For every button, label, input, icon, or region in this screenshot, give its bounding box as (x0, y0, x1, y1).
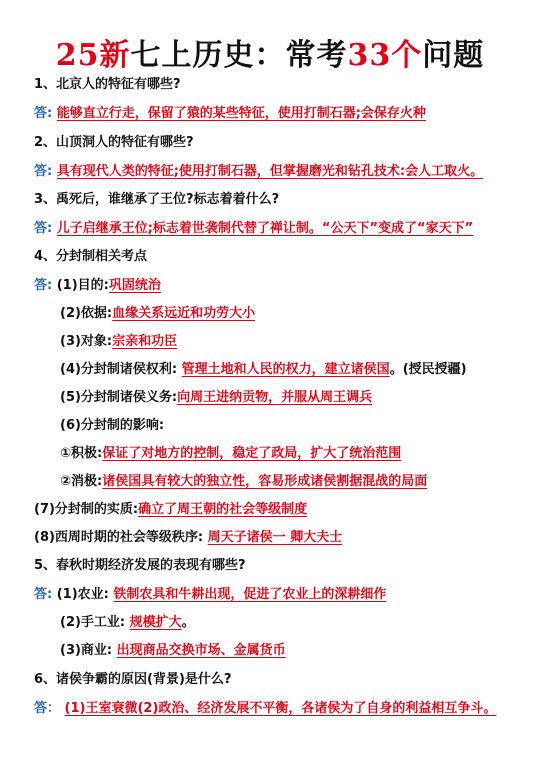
duty-label: (5)分封制诸侯义务: (60, 390, 178, 405)
rights-note: 。(授民授疆) (389, 362, 467, 377)
question-1: 1、北京人的特征有哪些? (34, 77, 181, 92)
basis-text: 血缘关系远近和功劳大小 (112, 306, 256, 321)
answer-3-text: 儿子启继承王位;标志着世袭制代替了禅让制。“公天下”变成了“家天下” (56, 221, 474, 236)
object-label: (3)对象: (60, 334, 113, 349)
answer-2-text: 具有现代人类的特征;使用打制石器，但掌握磨光和钻孔技术:会人工取火。 (56, 164, 484, 179)
answer-3 (34, 220, 473, 238)
positive-label: ①积极: (60, 446, 103, 461)
negative-text: 诸侯国具有较大的独立性，容易形成诸侯割据混战的局面 (102, 474, 428, 489)
answer-label: 答: (34, 106, 53, 121)
title-subject: 七上历史：常考 (130, 38, 348, 73)
answer-4-positive (60, 445, 401, 463)
rights-label: (4)分封制诸侯权利: (60, 362, 178, 377)
answer-label: 答: (34, 164, 53, 179)
purpose-text: 巩固统治 (108, 278, 161, 293)
essence-text: 确立了周王朝的社会等级制度 (138, 502, 308, 517)
purpose-label: (1)目的: (56, 278, 109, 293)
question-3: 3、禹死后，谁继承了王位?标志着着什么? (34, 192, 280, 207)
answer-5-commerce (60, 642, 286, 660)
answer-4-object (60, 333, 177, 351)
title-suffix: 问题 (422, 38, 485, 73)
order-text: 周天子诸侯一 卿大夫士 (207, 530, 343, 545)
question-5: 5、春秋时期经济发展的表现有哪些? (34, 558, 246, 573)
essence-label: (7)分封制的实质: (34, 502, 139, 517)
commerce-text: 出现商品交换市场、金属货币 (116, 643, 286, 658)
answer-5-craft (60, 614, 195, 632)
answer-5-agriculture (34, 586, 386, 604)
page-title (0, 30, 540, 74)
question-6: 6、诸侯争霸的原因(背景)是什么? (34, 672, 232, 687)
positive-text: 保证了对地方的控制，稳定了政局，扩大了统治范围 (102, 446, 402, 461)
rights-text: 管理土地和人民的权力，建立诸侯国 (181, 362, 390, 377)
basis-label: (2)依据: (60, 306, 113, 321)
answer-4-negative (60, 473, 427, 491)
craft-tail: 。 (181, 615, 195, 630)
answer-6 (34, 700, 496, 718)
question-2: 2、山顶洞人的特征有哪些? (34, 135, 194, 150)
object-text: 宗亲和功臣 (112, 334, 178, 349)
title-new: 新 (99, 38, 131, 73)
duty-text: 向周王进纳贡物，并服从周王调兵 (177, 390, 373, 405)
title-year: 25 (55, 38, 100, 73)
negative-label: ②消极: (60, 474, 103, 489)
answer-4-essence (34, 501, 307, 519)
answer-4-impact-label: (6)分封制的影响: (60, 418, 165, 433)
answer-label: 答： (34, 701, 61, 716)
answer-1-text: 能够直立行走，保留了猿的某些特征，使用打制石器;会保存火种 (56, 106, 426, 121)
answer-4-purpose (34, 277, 161, 295)
answer-2 (34, 163, 483, 181)
answer-label: 答: (34, 221, 53, 236)
answer-label: 答: (34, 587, 53, 602)
agriculture-label: (1)农业: (56, 587, 109, 602)
commerce-label: (3)商业: (60, 643, 113, 658)
answer-6-text: (1)王室衰微(2)政治、经济发展不平衡，各诸侯为了自身的利益相互争斗。 (64, 701, 497, 716)
question-4: 4、分封制相关考点 (34, 249, 148, 264)
agriculture-text: 铁制农具和牛耕出现，促进了农业上的深耕细作 (113, 587, 387, 602)
title-measure: 个 (391, 38, 423, 73)
answer-4-basis (60, 305, 255, 323)
order-label: (8)西周时期的社会等级秩序: (34, 530, 204, 545)
answer-1 (34, 105, 426, 123)
answer-4-duty (60, 389, 372, 407)
title-count: 33 (347, 38, 392, 73)
answer-4-rights (60, 361, 467, 379)
answer-label: 答: (34, 278, 53, 293)
answer-4-order (34, 529, 342, 547)
craft-text: 规模扩大 (129, 615, 182, 630)
craft-label: (2)手工业: (60, 615, 126, 630)
